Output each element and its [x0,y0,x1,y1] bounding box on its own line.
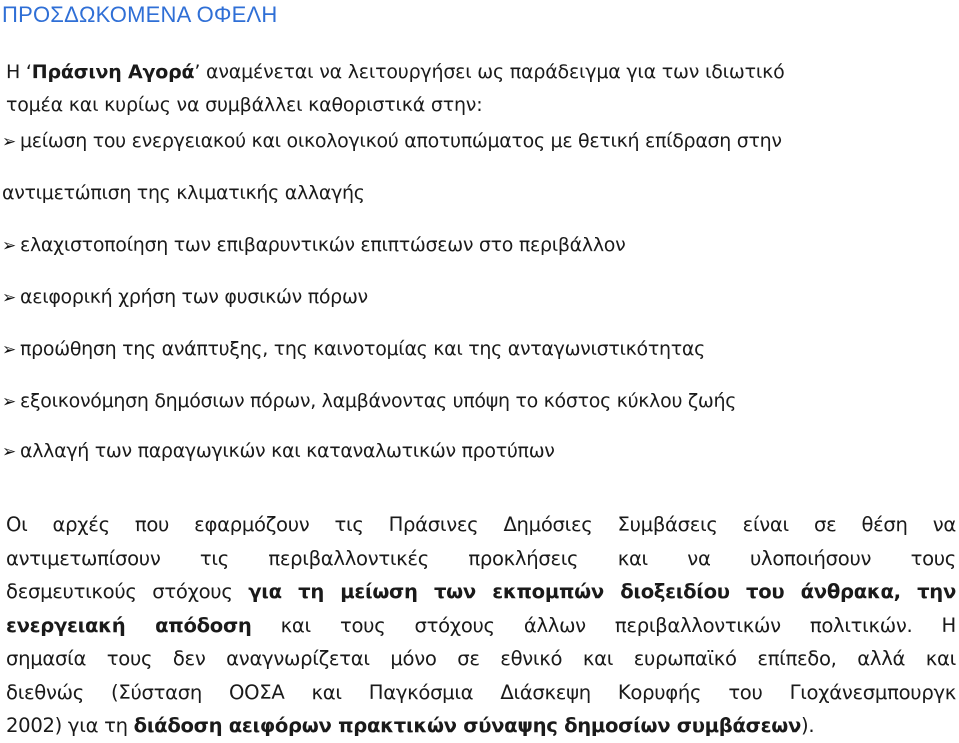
page-heading: ΠΡΟΣΔΩΚΟΜΕΝΑ ΟΦΕΛΗ [2,2,278,27]
intro-line-2: τομέα και κυρίως να συμβάλλει καθοριστικά στην: [6,94,483,116]
list-item-text: μείωση του ενεργειακού και οικολογικού αποτυπώματος με θετική επίδραση στην [20,130,782,152]
paragraph-line: Οι αρχές που εφαρμόζουν τις Πράσινες Δημόσιες Συμβάσεις είναι σε θέση να [6,513,956,536]
paragraph-line: σημασία τους δεν αναγνωρίζεται μόνο σε εθνικό και ευρωπαϊκό επίπεδο, αλλά και [6,647,956,670]
list-item [2,390,736,412]
list-item [2,286,368,308]
list-item-text: εξοικονόμηση δημόσιων πόρων, λαμβάνοντας υπόψη το κόστος κύκλου ζωής [20,390,737,412]
arrow-bullet-icon: ➢ [2,132,16,152]
paragraph-line: διεθνώς (Σύσταση ΟΟΣΑ και Παγκόσμια Διάσκεψη Κορυφής του Γιοχάνεσμπουργκ [6,680,956,704]
paragraph-line [6,575,956,609]
intro-line-1 [6,56,956,89]
arrow-bullet-icon: ➢ [2,392,16,412]
green-market-term: Πράσινη Αγορά [31,61,195,83]
list-item-text: ελαχιστοποίηση των επιβαρυντικών επιπτώσεων στο περιβάλλον [20,234,626,256]
list-item-text: αειφορική χρήση των φυσικών πόρων [20,286,368,308]
list-item [2,338,705,360]
intro-prefix: Η ‘ [6,61,32,83]
paragraph-line: αντιμετωπίσουν τις περιβαλλοντικές προκλήσεις και να υλοποιήσουν τους [6,546,956,570]
intro-text [6,56,956,122]
body-paragraph [6,508,956,743]
arrow-bullet-icon: ➢ [2,236,16,256]
paragraph-line [6,709,956,743]
list-item-continuation [2,182,365,204]
intro-line-1-text [6,56,785,89]
paragraph-text: ). [801,714,815,737]
paragraph-text: 2002) για τη [6,714,134,737]
paragraph-text: και τους στόχους άλλων περιβαλλοντικών πολιτικών. Η [251,613,956,637]
list-item-text: αντιμετώπιση της κλιματικής αλλαγής [2,182,365,204]
arrow-bullet-icon: ➢ [2,288,16,308]
paragraph-emphasis: ενεργειακή απόδοση [6,613,252,637]
arrow-bullet-icon: ➢ [2,340,16,360]
paragraph-emphasis: για τη μείωση των εκπομπών διοξειδίου του άνθρακα, την [248,580,956,603]
list-item-text: προώθηση της ανάπτυξης, της καινοτομίας και της ανταγωνιστικότητας [20,338,705,360]
list-item [2,130,782,152]
paragraph-emphasis: διάδοση αειφόρων πρακτικών σύναψης δημοσίων συμβάσεων [133,714,802,737]
paragraph-line [6,609,956,643]
list-item [2,440,555,462]
list-item [2,234,625,256]
paragraph-text: δεσμευτικούς στόχους [6,580,249,603]
arrow-bullet-icon: ➢ [2,442,16,462]
intro-suffix: ’ αναμένεται να λειτουργήσει ως παράδειγμα για των ιδιωτικό [194,61,785,83]
list-item-text: αλλαγή των παραγωγικών και καταναλωτικών προτύπων [20,440,555,462]
